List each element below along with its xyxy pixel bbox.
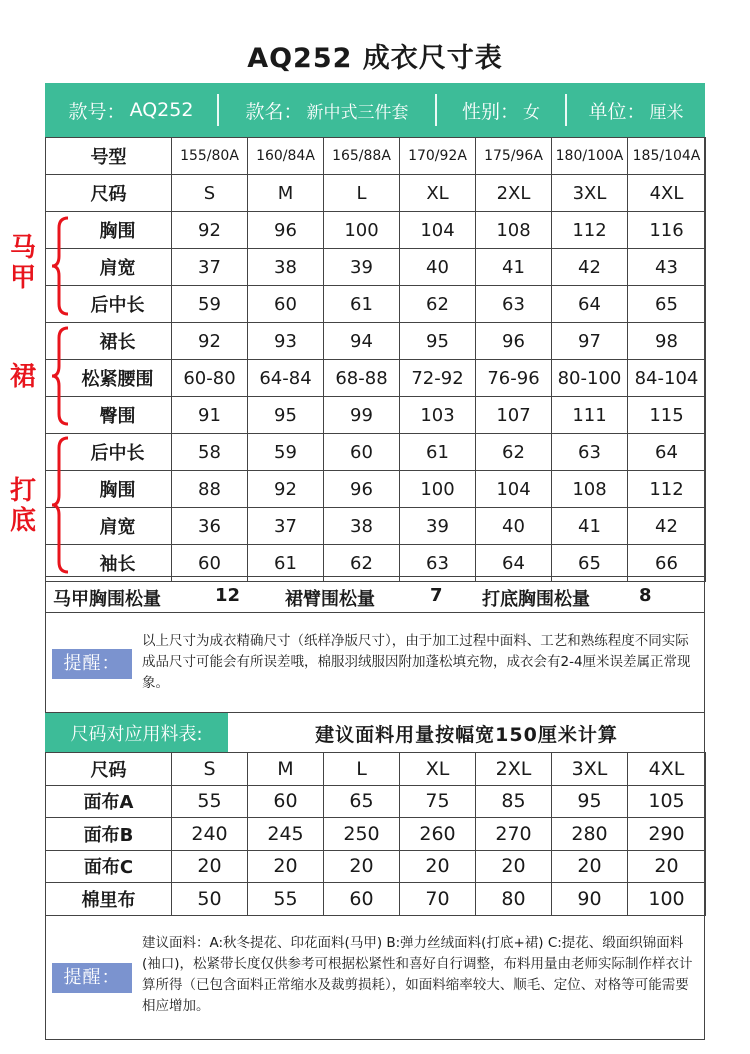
row-label: 后中长 bbox=[46, 286, 172, 323]
base-brace-icon bbox=[50, 434, 74, 576]
table-cell: 60-80 bbox=[172, 360, 248, 397]
table-cell: 42 bbox=[552, 249, 628, 286]
fabric-header bbox=[45, 712, 705, 752]
table-cell: 240 bbox=[172, 818, 248, 851]
table-cell: 20 bbox=[400, 850, 476, 883]
skirt-ease-label: 裙臂围松量 bbox=[285, 589, 375, 610]
table-cell: 20 bbox=[628, 850, 706, 883]
table-cell: 20 bbox=[552, 850, 628, 883]
table-cell: 62 bbox=[324, 545, 400, 582]
model-cell: 155/80A bbox=[172, 138, 248, 175]
size-cell: L bbox=[324, 175, 400, 212]
size-cell: XL bbox=[400, 175, 476, 212]
table-cell: 100 bbox=[400, 471, 476, 508]
fabric-table bbox=[45, 752, 706, 916]
table-row bbox=[46, 286, 706, 323]
table-cell: 63 bbox=[476, 286, 552, 323]
base-ease-value: 8 bbox=[639, 585, 652, 606]
unit-value: 厘米 bbox=[649, 102, 684, 123]
row-label: 胸围 bbox=[46, 212, 172, 249]
table-cell: 92 bbox=[172, 212, 248, 249]
table-cell: 64 bbox=[476, 545, 552, 582]
table-row bbox=[46, 753, 706, 786]
table-cell: 88 bbox=[172, 471, 248, 508]
table-cell: 84-104 bbox=[628, 360, 706, 397]
table-cell: 107 bbox=[476, 397, 552, 434]
table-cell: 62 bbox=[476, 434, 552, 471]
table-cell: 60 bbox=[172, 545, 248, 582]
table-row bbox=[46, 175, 706, 212]
table-row bbox=[46, 138, 706, 175]
table-cell: 63 bbox=[552, 434, 628, 471]
table-cell: 94 bbox=[324, 323, 400, 360]
table-cell: 59 bbox=[172, 286, 248, 323]
unit-cell bbox=[567, 83, 705, 137]
table-cell: 95 bbox=[248, 397, 324, 434]
row-label: 后中长 bbox=[46, 434, 172, 471]
table-cell: 65 bbox=[628, 286, 706, 323]
table-cell: 105 bbox=[628, 785, 706, 818]
style-name-value: 新中式三件套 bbox=[306, 102, 409, 123]
row-label: 胸围 bbox=[46, 471, 172, 508]
table-cell: 96 bbox=[476, 323, 552, 360]
row-label: 棉里布 bbox=[46, 883, 172, 916]
table-cell: 55 bbox=[172, 785, 248, 818]
table-cell: 108 bbox=[552, 471, 628, 508]
table-cell: 61 bbox=[248, 545, 324, 582]
table-cell: 75 bbox=[400, 785, 476, 818]
size-cell: 3XL bbox=[552, 753, 628, 786]
table-row bbox=[46, 434, 706, 471]
model-cell: 165/88A bbox=[324, 138, 400, 175]
table-cell: 20 bbox=[324, 850, 400, 883]
table-row bbox=[46, 883, 706, 916]
ease-row bbox=[45, 576, 705, 613]
table-cell: 100 bbox=[628, 883, 706, 916]
table-cell: 40 bbox=[400, 249, 476, 286]
table-cell: 60 bbox=[324, 434, 400, 471]
table-row bbox=[46, 850, 706, 883]
table-cell: 63 bbox=[400, 545, 476, 582]
table-cell: 250 bbox=[324, 818, 400, 851]
page-title: AQ252 成衣尺寸表 bbox=[247, 43, 503, 74]
fabric-width-note: 建议面料用量按幅宽150厘米计算 bbox=[315, 723, 618, 746]
table-cell: 50 bbox=[172, 883, 248, 916]
table-cell: 115 bbox=[628, 397, 706, 434]
table-cell: 91 bbox=[172, 397, 248, 434]
table-cell: 38 bbox=[324, 508, 400, 545]
table-cell: 65 bbox=[324, 785, 400, 818]
table-cell: 92 bbox=[248, 471, 324, 508]
table-cell: 20 bbox=[172, 850, 248, 883]
table-cell: 260 bbox=[400, 818, 476, 851]
table-cell: 61 bbox=[324, 286, 400, 323]
table-cell: 290 bbox=[628, 818, 706, 851]
table-cell: 98 bbox=[628, 323, 706, 360]
row-label: 尺码 bbox=[46, 175, 172, 212]
size-cell: M bbox=[248, 753, 324, 786]
table-cell: 64 bbox=[552, 286, 628, 323]
table-cell: 61 bbox=[400, 434, 476, 471]
unit-label: 单位： bbox=[588, 100, 646, 123]
table-cell: 62 bbox=[400, 286, 476, 323]
table-cell: 70 bbox=[400, 883, 476, 916]
model-cell: 180/100A bbox=[552, 138, 628, 175]
table-cell: 64 bbox=[628, 434, 706, 471]
table-cell: 92 bbox=[172, 323, 248, 360]
table-row bbox=[46, 212, 706, 249]
table-cell: 36 bbox=[172, 508, 248, 545]
model-cell: 185/104A bbox=[628, 138, 706, 175]
table-cell: 39 bbox=[324, 249, 400, 286]
table-cell: 103 bbox=[400, 397, 476, 434]
reminder-badge: 提醒： bbox=[52, 963, 132, 993]
table-cell: 64-84 bbox=[248, 360, 324, 397]
table-cell: 39 bbox=[400, 508, 476, 545]
table-cell: 20 bbox=[476, 850, 552, 883]
table-cell: 60 bbox=[324, 883, 400, 916]
table-cell: 111 bbox=[552, 397, 628, 434]
table-cell: 104 bbox=[476, 471, 552, 508]
table-cell: 65 bbox=[552, 545, 628, 582]
table-cell: 100 bbox=[324, 212, 400, 249]
table-cell: 72-92 bbox=[400, 360, 476, 397]
table-cell: 96 bbox=[324, 471, 400, 508]
table-cell: 96 bbox=[248, 212, 324, 249]
table-cell: 104 bbox=[400, 212, 476, 249]
table-cell: 58 bbox=[172, 434, 248, 471]
model-cell: 170/92A bbox=[400, 138, 476, 175]
row-label: 袖长 bbox=[46, 545, 172, 582]
row-label: 肩宽 bbox=[46, 249, 172, 286]
table-cell: 116 bbox=[628, 212, 706, 249]
table-cell: 80 bbox=[476, 883, 552, 916]
table-row bbox=[46, 818, 706, 851]
style-name-cell bbox=[219, 83, 435, 137]
table-cell: 60 bbox=[248, 785, 324, 818]
table-cell: 112 bbox=[552, 212, 628, 249]
table-cell: 41 bbox=[552, 508, 628, 545]
table-cell: 37 bbox=[248, 508, 324, 545]
row-label: 面布B bbox=[46, 818, 172, 851]
row-label: 尺码 bbox=[46, 753, 172, 786]
vest-ease-label: 马甲胸围松量 bbox=[53, 589, 161, 610]
vest-ease-value: 12 bbox=[215, 585, 241, 606]
table-cell: 85 bbox=[476, 785, 552, 818]
table-cell: 41 bbox=[476, 249, 552, 286]
table-cell: 112 bbox=[628, 471, 706, 508]
reminder-text: 以上尺寸为成衣精确尺寸（纸样净版尺寸），由于加工过程中面料、工艺和熟练程度不同实际成品尺寸可能会有所误差哦，棉服羽绒服因附加蓬松填充物，成衣会有2-4厘米误差属正常现象。 bbox=[142, 633, 691, 691]
table-cell: 68-88 bbox=[324, 360, 400, 397]
size-cell: M bbox=[248, 175, 324, 212]
skirt-brace-icon bbox=[50, 324, 74, 428]
model-cell: 175/96A bbox=[476, 138, 552, 175]
table-cell: 20 bbox=[248, 850, 324, 883]
table-cell: 90 bbox=[552, 883, 628, 916]
table-row bbox=[46, 508, 706, 545]
size-cell: 2XL bbox=[476, 753, 552, 786]
style-no-cell bbox=[45, 83, 217, 137]
skirt-ease-value: 7 bbox=[430, 585, 443, 606]
size-cell: XL bbox=[400, 753, 476, 786]
base-ease-label: 打底胸围松量 bbox=[482, 589, 590, 610]
fabric-table-badge: 尺码对应用料表: bbox=[45, 713, 228, 753]
table-cell: 80-100 bbox=[552, 360, 628, 397]
reminder-text: 建议面料：A:秋冬提花、印花面料(马甲) B:弹力丝绒面料(打底+裙) C:提花、缎面织锦面料(袖口)，松紧带长度仅供参考可根据松紧性和喜好自行调整，布料用量由老师实际制作样衣计算所得（已包含面料正常缩水及裁剪损耗），如面料缩率较大、顺毛、定位、对格等可能需要相应增加。 bbox=[142, 935, 693, 1014]
size-cell: S bbox=[172, 175, 248, 212]
row-label: 臀围 bbox=[46, 397, 172, 434]
table-cell: 93 bbox=[248, 323, 324, 360]
table-cell: 37 bbox=[172, 249, 248, 286]
size-cell: 4XL bbox=[628, 753, 706, 786]
table-row bbox=[46, 360, 706, 397]
vest-group-label: 马甲 bbox=[9, 233, 36, 293]
vest-brace-icon bbox=[50, 214, 74, 318]
table-cell: 66 bbox=[628, 545, 706, 582]
table-cell: 38 bbox=[248, 249, 324, 286]
row-label: 松紧腰围 bbox=[46, 360, 172, 397]
table-cell: 59 bbox=[248, 434, 324, 471]
table-cell: 43 bbox=[628, 249, 706, 286]
skirt-group-label: 裙 bbox=[9, 362, 36, 392]
gender-cell bbox=[437, 83, 565, 137]
size-table bbox=[45, 137, 706, 582]
table-cell: 97 bbox=[552, 323, 628, 360]
table-row bbox=[46, 397, 706, 434]
row-label: 肩宽 bbox=[46, 508, 172, 545]
table-cell: 245 bbox=[248, 818, 324, 851]
table-cell: 95 bbox=[400, 323, 476, 360]
table-cell: 76-96 bbox=[476, 360, 552, 397]
row-label: 号型 bbox=[46, 138, 172, 175]
gender-label: 性别： bbox=[461, 100, 519, 123]
model-cell: 160/84A bbox=[248, 138, 324, 175]
gender-value: 女 bbox=[523, 102, 540, 123]
table-row bbox=[46, 785, 706, 818]
row-label: 面布A bbox=[46, 785, 172, 818]
size-cell: L bbox=[324, 753, 400, 786]
size-cell: S bbox=[172, 753, 248, 786]
size-cell: 3XL bbox=[552, 175, 628, 212]
table-cell: 270 bbox=[476, 818, 552, 851]
header-bar bbox=[45, 83, 705, 137]
table-cell: 280 bbox=[552, 818, 628, 851]
style-no-value: AQ252 bbox=[129, 99, 194, 121]
table-cell: 99 bbox=[324, 397, 400, 434]
table-cell: 95 bbox=[552, 785, 628, 818]
reminder-badge: 提醒： bbox=[52, 649, 132, 679]
table-row bbox=[46, 249, 706, 286]
table-cell: 55 bbox=[248, 883, 324, 916]
base-group-label: 打底 bbox=[9, 476, 36, 536]
row-label: 面布C bbox=[46, 850, 172, 883]
style-name-label: 款名： bbox=[245, 100, 303, 123]
table-row bbox=[46, 323, 706, 360]
table-row bbox=[46, 471, 706, 508]
table-cell: 108 bbox=[476, 212, 552, 249]
size-cell: 4XL bbox=[628, 175, 706, 212]
size-cell: 2XL bbox=[476, 175, 552, 212]
table-cell: 60 bbox=[248, 286, 324, 323]
row-label: 裙长 bbox=[46, 323, 172, 360]
table-cell: 42 bbox=[628, 508, 706, 545]
style-no-label: 款号： bbox=[68, 100, 126, 123]
table-cell: 40 bbox=[476, 508, 552, 545]
